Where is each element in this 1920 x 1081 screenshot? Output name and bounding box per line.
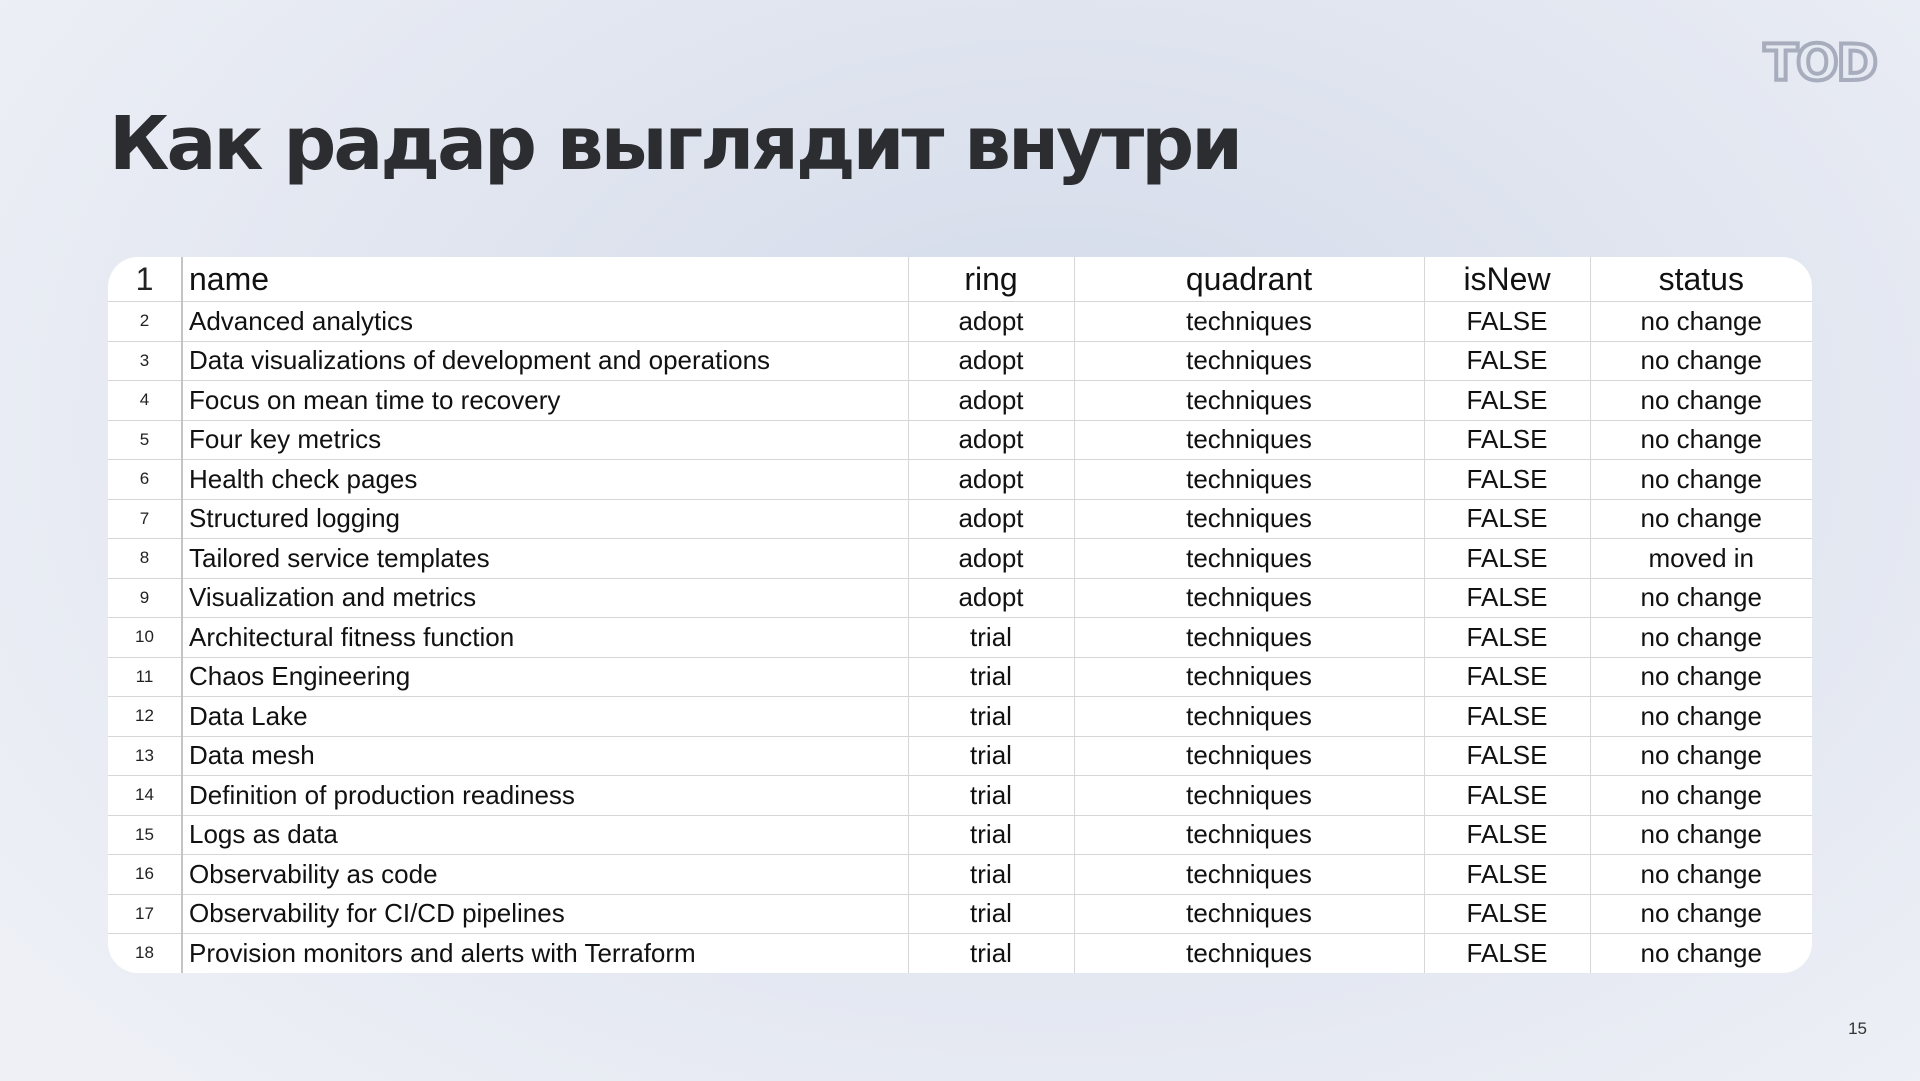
cell-isnew: FALSE — [1424, 934, 1590, 973]
table-row — [108, 894, 1812, 934]
table-row — [108, 815, 1812, 855]
table-row — [108, 420, 1812, 460]
cell-name: Chaos Engineering — [182, 657, 908, 697]
cell-name: Data visualizations of development and operations — [182, 341, 908, 381]
cell-ring: trial — [908, 776, 1074, 816]
cell-name: Focus on mean time to recovery — [182, 381, 908, 421]
cell-quadrant: techniques — [1074, 657, 1424, 697]
row-number: 10 — [108, 618, 182, 658]
row-number: 2 — [108, 302, 182, 342]
cell-quadrant: techniques — [1074, 934, 1424, 973]
cell-ring: adopt — [908, 420, 1074, 460]
row-number: 5 — [108, 420, 182, 460]
cell-status: no change — [1590, 697, 1812, 737]
header-quadrant: quadrant — [1074, 257, 1424, 302]
cell-status: no change — [1590, 460, 1812, 500]
cell-name: Data Lake — [182, 697, 908, 737]
cell-quadrant: techniques — [1074, 618, 1424, 658]
table-row — [108, 578, 1812, 618]
spreadsheet-table — [108, 257, 1812, 973]
cell-status: moved in — [1590, 539, 1812, 579]
table-row — [108, 776, 1812, 816]
cell-ring: trial — [908, 855, 1074, 895]
cell-status: no change — [1590, 855, 1812, 895]
table-body — [108, 257, 1812, 973]
cell-ring: adopt — [908, 302, 1074, 342]
cell-isnew: FALSE — [1424, 578, 1590, 618]
cell-status: no change — [1640, 937, 1762, 968]
cell-ring: trial — [908, 657, 1074, 697]
table-row — [108, 499, 1812, 539]
cell-quadrant: techniques — [1074, 776, 1424, 816]
cell-ring: trial — [908, 618, 1074, 658]
cell-status: no change — [1590, 736, 1812, 776]
row-number: 15 — [108, 815, 182, 855]
row-number: 11 — [108, 657, 182, 697]
cell-status: no change — [1590, 578, 1812, 618]
row-number: 18 — [108, 934, 182, 973]
cell-quadrant: techniques — [1074, 302, 1424, 342]
cell-name: Advanced analytics — [182, 302, 908, 342]
cell-status: no change — [1590, 420, 1812, 460]
tod-logo: TOD — [1763, 34, 1876, 92]
cell-status: no change — [1590, 776, 1812, 816]
table-row — [108, 302, 1812, 342]
cell-status: no change — [1590, 657, 1812, 697]
row-number: 6 — [108, 460, 182, 500]
header-ring: ring — [908, 257, 1074, 302]
cell-isnew: FALSE — [1424, 381, 1590, 421]
header-name: name — [182, 257, 908, 302]
cell-name: Health check pages — [182, 460, 908, 500]
row-number: 13 — [108, 736, 182, 776]
header-isnew: isNew — [1424, 257, 1590, 302]
cell-ring: adopt — [908, 460, 1074, 500]
cell-name: Visualization and metrics — [182, 578, 908, 618]
cell-status: no change — [1590, 499, 1812, 539]
cell-status: no change — [1590, 618, 1812, 658]
row-number: 4 — [108, 381, 182, 421]
cell-name: Definition of production readiness — [182, 776, 908, 816]
table-row — [108, 618, 1812, 658]
cell-quadrant: techniques — [1074, 894, 1424, 934]
cell-ring: adopt — [908, 341, 1074, 381]
cell-name: Tailored service templates — [182, 539, 908, 579]
cell-isnew: FALSE — [1424, 736, 1590, 776]
cell-quadrant: techniques — [1074, 736, 1424, 776]
cell-isnew: FALSE — [1424, 460, 1590, 500]
cell-ring: adopt — [908, 578, 1074, 618]
row-number: 9 — [108, 578, 182, 618]
page-number: 15 — [1848, 1019, 1867, 1038]
table-row — [108, 855, 1812, 895]
cell-isnew: FALSE — [1424, 657, 1590, 697]
cell-name: Observability for CI/CD pipelines — [182, 894, 908, 934]
cell-isnew: FALSE — [1424, 855, 1590, 895]
table-row — [108, 539, 1812, 579]
row-number: 1 — [108, 257, 182, 302]
row-number: 16 — [108, 855, 182, 895]
cell-quadrant: techniques — [1074, 578, 1424, 618]
cell-name: Architectural fitness function — [182, 618, 908, 658]
cell-isnew: FALSE — [1424, 815, 1590, 855]
cell-quadrant: techniques — [1074, 815, 1424, 855]
row-number: 12 — [108, 697, 182, 737]
cell-status: no change — [1590, 341, 1812, 381]
row-number: 14 — [108, 776, 182, 816]
cell-quadrant: techniques — [1074, 539, 1424, 579]
cell-name: Structured logging — [182, 499, 908, 539]
table-row — [108, 697, 1812, 737]
table-row — [108, 460, 1812, 500]
cell-quadrant: techniques — [1074, 341, 1424, 381]
table-row — [108, 736, 1812, 776]
cell-ring: trial — [908, 894, 1074, 934]
cell-isnew: FALSE — [1424, 697, 1590, 737]
table-row — [108, 341, 1812, 381]
row-number: 17 — [108, 894, 182, 934]
cell-isnew: FALSE — [1424, 499, 1590, 539]
table-row — [108, 381, 1812, 421]
cell-name: Logs as data — [182, 815, 908, 855]
cell-status: no change — [1590, 381, 1812, 421]
cell-quadrant: techniques — [1074, 499, 1424, 539]
slide-title: Как радар выглядит внутри — [109, 101, 1241, 187]
cell-quadrant: techniques — [1074, 460, 1424, 500]
row-number: 7 — [108, 499, 182, 539]
cell-ring: adopt — [908, 499, 1074, 539]
row-number: 3 — [108, 341, 182, 381]
cell-quadrant: techniques — [1074, 855, 1424, 895]
cell-isnew: FALSE — [1424, 539, 1590, 579]
cell-ring: trial — [908, 934, 1074, 973]
table-row — [108, 934, 1812, 973]
cell-ring: trial — [908, 697, 1074, 737]
row-number: 8 — [108, 539, 182, 579]
cell-ring: trial — [908, 736, 1074, 776]
cell-quadrant: techniques — [1074, 381, 1424, 421]
cell-isnew: FALSE — [1424, 894, 1590, 934]
cell-name: Provision monitors and alerts with Terraform — [182, 934, 908, 973]
cell-ring: adopt — [908, 539, 1074, 579]
cell-quadrant: techniques — [1074, 420, 1424, 460]
cell-status: no change — [1590, 302, 1812, 342]
cell-name: Data mesh — [182, 736, 908, 776]
header-status: status — [1590, 257, 1812, 302]
cell-isnew: FALSE — [1424, 618, 1590, 658]
cell-ring: adopt — [908, 381, 1074, 421]
cell-isnew: FALSE — [1424, 341, 1590, 381]
cell-name: Four key metrics — [182, 420, 908, 460]
header-row — [108, 257, 1812, 302]
cell-isnew: FALSE — [1424, 302, 1590, 342]
cell-name: Observability as code — [182, 855, 908, 895]
table-row — [108, 657, 1812, 697]
cell-ring: trial — [908, 815, 1074, 855]
cell-quadrant: techniques — [1074, 697, 1424, 737]
cell-isnew: FALSE — [1424, 420, 1590, 460]
cell-isnew: FALSE — [1424, 776, 1590, 816]
cell-status: no change — [1590, 894, 1812, 934]
cell-status: no change — [1590, 815, 1812, 855]
